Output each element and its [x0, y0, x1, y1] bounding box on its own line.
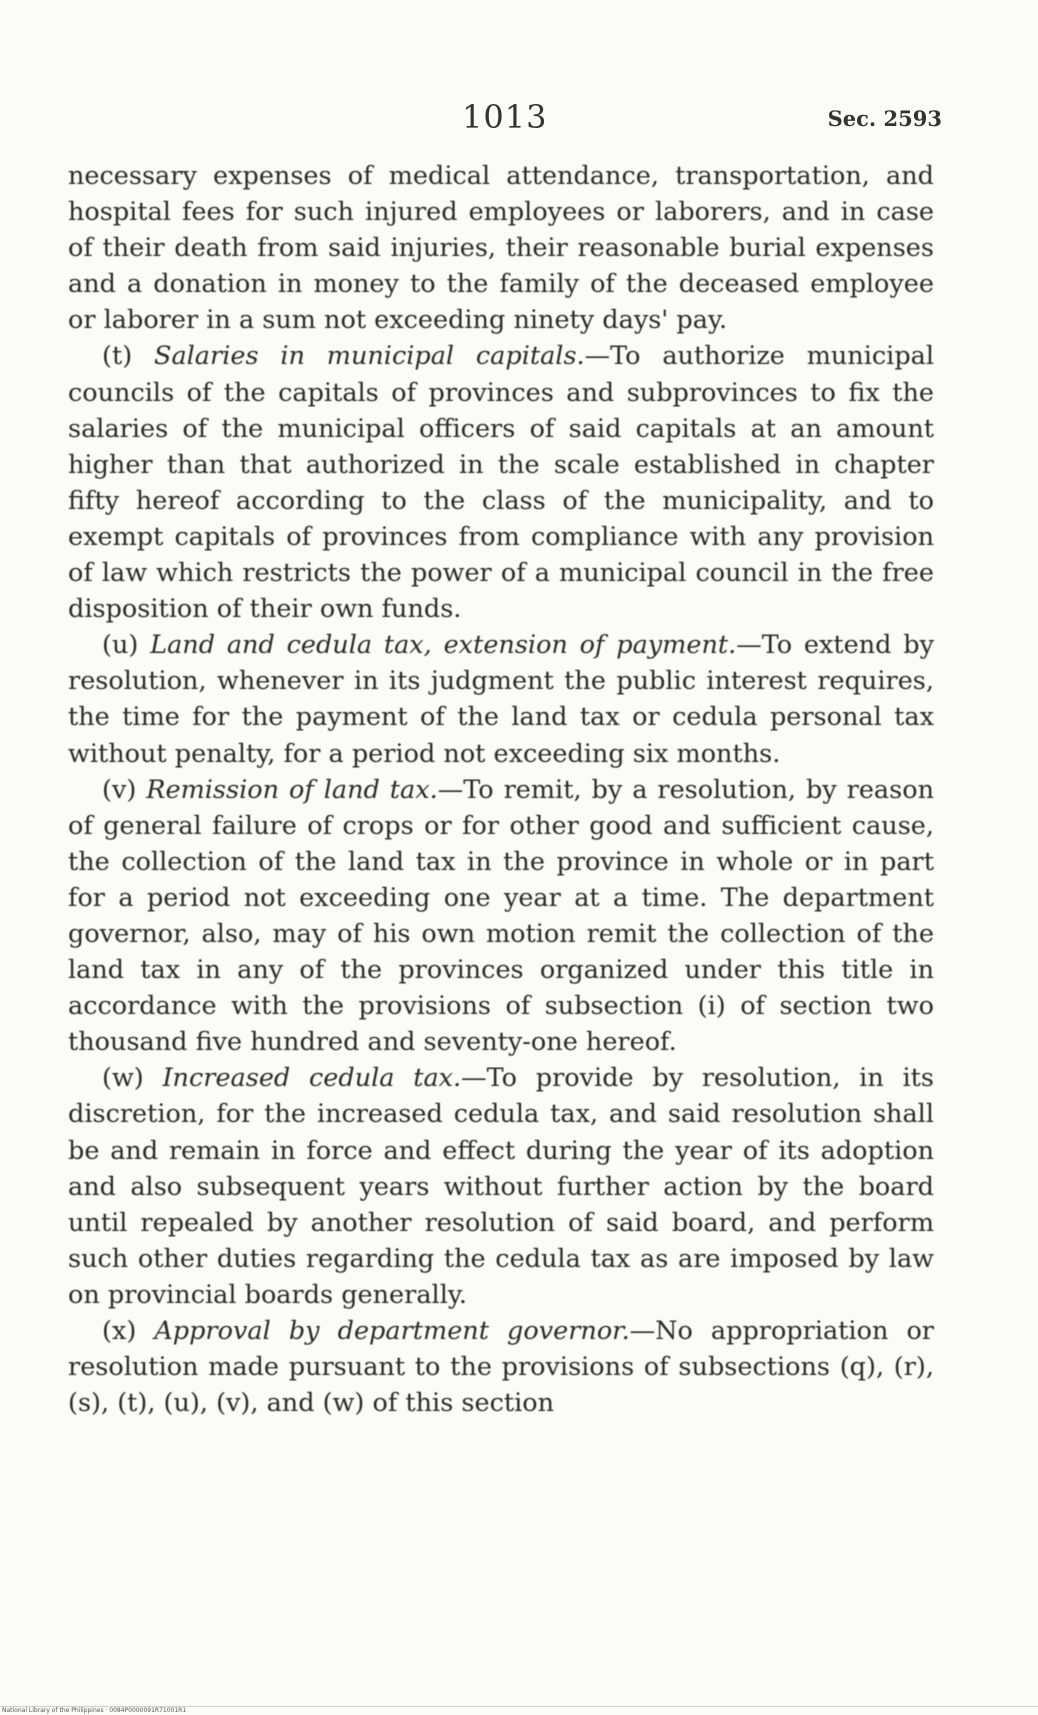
paragraph-subsection-v — [68, 772, 934, 1061]
paragraph-subsection-t — [68, 338, 934, 627]
subsection-heading: Land and cedula tax, extension of payment. — [150, 630, 737, 661]
paragraph-text: —To provide by resolution, in its discretion, for the increased cedula tax, and said resolution shall be and remain in force and effect during the year of its adoption and also subsequent years without further action by the board until repealed by another resolution of said board, and perform such other duties regarding the cedula tax as are imposed by law on provincial boards generally. — [68, 1063, 934, 1310]
subsection-label: (t) — [102, 341, 133, 372]
subsection-label: (w) — [102, 1063, 144, 1094]
document-body — [68, 158, 934, 1421]
paragraph-subsection-w — [68, 1060, 934, 1313]
paragraph-subsection-u — [68, 627, 934, 771]
page-number: 1013 — [462, 98, 548, 136]
subsection-heading: Remission of land tax. — [146, 774, 438, 805]
subsection-heading: Increased cedula tax. — [162, 1063, 462, 1094]
section-reference: Sec. 2593 — [827, 106, 942, 131]
paragraph-text: —To remit, by a resolution, by reason of general failure of crops or for other good and sufficient cause, the collection of the land tax in the province in whole or in part for a period not exceeding one year at a time. The department governor, also, may of his own motion remit the collection of the land tax in any of the provinces organized under this title in accordance with the provisions of subsection (i) of section two thousand five hundred and seventy-one hereof. — [68, 774, 934, 1058]
paragraph-text: —To extend by resolution, whenever in its judgment the public interest requires, the time for the payment of the land tax or cedula personal tax without penalty, for a period not exceeding six months. — [68, 630, 934, 769]
paragraph-text: —To authorize municipal councils of the capitals of provinces and subprovinces to fix the salaries of the municipal officers of said capitals at an amount higher than that authorized in the scale established in chapter fifty hereof according to the class of the municipality, and to exempt capitals of provinces from compliance with any provision of law which restricts the power of a municipal council in the free disposition of their own funds. — [68, 341, 935, 625]
page-header — [0, 98, 1038, 138]
paragraph-subsection-x — [68, 1313, 934, 1421]
footer-credit: National Library of the Philippines · 0084P0000091R71001R1 — [2, 1707, 187, 1714]
subsection-label: (u) — [102, 630, 139, 661]
subsection-label: (x) — [102, 1316, 137, 1346]
subsection-label: (v) — [102, 774, 137, 805]
subsection-heading: Salaries in municipal capitals. — [153, 341, 585, 372]
subsection-heading: Approval by department governor. — [154, 1316, 630, 1346]
paragraph-text: necessary expenses of medical attendance, transportation, and hospital fees for such injured employees or laborers, and in case of their death from said injuries, their reasonable burial expenses and a donation in money to the family of the deceased employee or laborer in a sum not exceeding ninety days' pay. — [68, 161, 934, 336]
paragraph-text: —No appropriation or resolution made pursuant to the provisions of subsections (q), (r), (s), (t), (u), (v), and (w) of this section — [68, 1316, 934, 1419]
paragraph-continuation — [68, 158, 934, 338]
